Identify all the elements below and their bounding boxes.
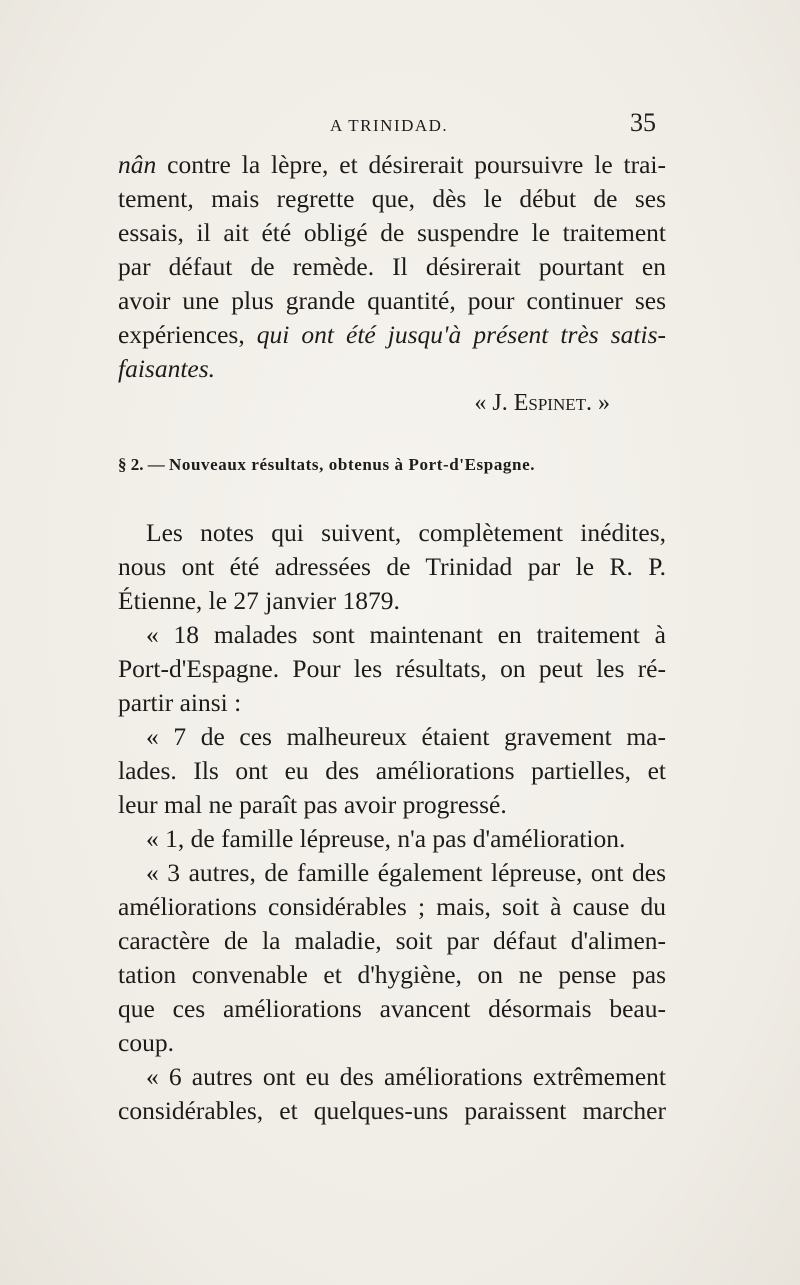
- italic-word: nân: [118, 150, 157, 179]
- paragraph-line: « 1, de famille lépreuse, n'a pas d'amélioration.: [146, 824, 626, 853]
- paragraph-line: tement, mais regrette que, dès le début de ses: [118, 184, 666, 213]
- paragraph-line: lades. Ils ont eu des améliorations partielles, et: [118, 756, 666, 785]
- line-text: expériences,: [118, 320, 257, 349]
- paragraph-line: tation convenable et d'hygiène, on ne pense pas: [118, 960, 666, 989]
- paragraph-line: « 3 autres, de famille également lépreuse, ont des: [146, 858, 666, 887]
- paragraph-line: « 18 malades sont maintenant en traitement à: [146, 620, 666, 649]
- paragraph-line: Étienne, le 27 janvier 1879.: [118, 586, 400, 615]
- running-title: A TRINIDAD.: [330, 116, 449, 135]
- signature-close: . »: [586, 390, 610, 416]
- section-number: § 2. —: [118, 455, 169, 474]
- paragraph-line: [118, 318, 666, 352]
- paragraph-line: nous ont été adressées de Trinidad par le R. P.: [118, 552, 666, 581]
- italic-phrase: qui ont été jusqu'à présent très satis-: [256, 320, 666, 349]
- paragraph-line: par défaut de remède. Il désirerait pourtant en: [118, 252, 666, 281]
- signature: [118, 386, 666, 420]
- paragraph-line: avoir une plus grande quantité, pour continuer ses: [118, 286, 666, 315]
- italic-phrase: faisantes.: [118, 354, 216, 383]
- paragraph-line: « 6 autres ont eu des améliorations extrêmement: [146, 1062, 666, 1091]
- paragraph-line: caractère de la maladie, soit par défaut d'alimen-: [118, 926, 666, 955]
- running-head: [0, 108, 800, 142]
- page-number: 35: [630, 108, 656, 137]
- paragraph-line: essais, il ait été obligé de suspendre le traitement: [118, 218, 666, 247]
- paragraph-line: améliorations considérables ; mais, soit à cause du: [118, 892, 666, 921]
- section-title: Nouveaux résultats, obtenus à Port-d'Espagne.: [169, 455, 536, 474]
- paragraph-line: « 7 de ces malheureux étaient gravement ma-: [146, 722, 666, 751]
- paragraph-line: que ces améliorations avancent désormais beau-: [118, 994, 666, 1023]
- signature-name: Espinet: [513, 390, 586, 416]
- paragraph-line: [118, 352, 666, 386]
- paragraph-line: Port-d'Espagne. Pour les résultats, on peut les ré-: [118, 654, 666, 683]
- section-heading: [118, 450, 666, 480]
- body-text: [118, 148, 666, 1128]
- paragraph-line: partir ainsi :: [118, 688, 242, 717]
- line-text: contre la lèpre, et désirerait poursuivre le trai-: [156, 150, 666, 179]
- paragraph-line: Les notes qui suivent, complètement inédites,: [146, 518, 666, 547]
- paragraph-line: leur mal ne paraît pas avoir progressé.: [118, 790, 507, 819]
- paragraph-line: coup.: [118, 1028, 174, 1057]
- paragraph-line: considérables, et quelques-uns paraissent marcher: [118, 1096, 666, 1125]
- signature-open: « J.: [474, 390, 514, 416]
- paragraph-line: [118, 148, 666, 182]
